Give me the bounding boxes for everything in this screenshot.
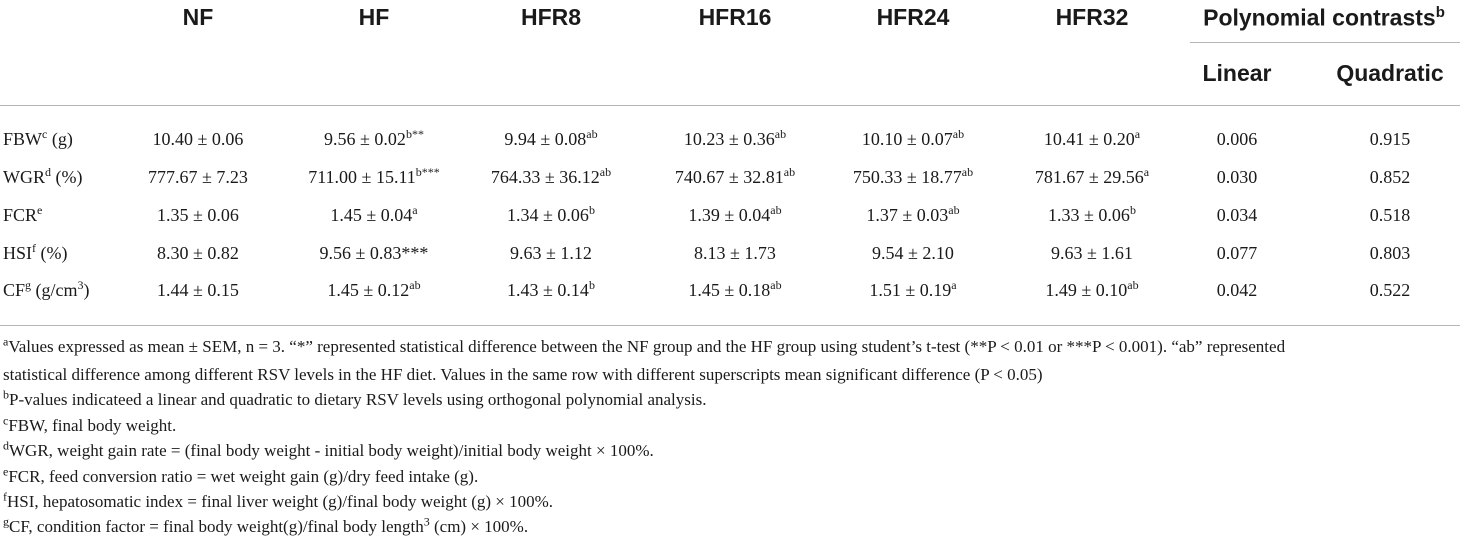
table-cell — [510, 243, 592, 264]
table-cell — [1045, 280, 1138, 301]
table-cell — [1044, 129, 1140, 150]
table-cell — [862, 129, 964, 150]
cell-value: 10.10 ± 0.07 — [861, 129, 953, 149]
cell-value: 1.37 ± 0.03 — [866, 205, 949, 225]
footnote — [3, 387, 707, 410]
cell-superscript: b*** — [415, 165, 440, 179]
cell-value: 9.56 ± 0.02 — [324, 129, 406, 149]
table-cell — [688, 280, 781, 301]
footnote — [3, 464, 479, 487]
cell-value: 9.63 ± 1.61 — [1051, 243, 1133, 263]
row-label-unit-sup: 3 — [77, 278, 84, 292]
row-label-sup: g — [25, 278, 32, 292]
cell-value: 1.49 ± 0.10 — [1045, 280, 1128, 300]
table-cell — [507, 280, 595, 301]
cell-quadratic: 0.518 — [1369, 205, 1411, 225]
footnote-text: FBW, final body weight. — [8, 416, 177, 435]
cell-quadratic: 0.803 — [1369, 243, 1411, 263]
table-cell — [327, 280, 420, 301]
row-label-unit-close: ) — [83, 280, 90, 300]
footnote — [3, 489, 554, 512]
header-divider-polynomial — [1190, 42, 1460, 43]
cell-value: 10.41 ± 0.20 — [1043, 129, 1135, 149]
cell-linear: 0.077 — [1216, 243, 1258, 263]
cell-value: 1.51 ± 0.19 — [869, 280, 952, 300]
table-cell — [1035, 167, 1149, 188]
table-cell — [694, 243, 776, 264]
table-cell — [504, 129, 597, 150]
footnote-marker: g — [3, 514, 9, 529]
row-label-sup: c — [42, 127, 48, 141]
table-cell — [507, 205, 595, 226]
col-header-hfr8: HFR8 — [520, 4, 582, 30]
cell-value: 9.94 ± 0.08 — [504, 129, 587, 149]
footnote — [3, 514, 529, 537]
cell-value: 1.45 ± 0.18 — [688, 280, 771, 300]
row-label-sup: f — [32, 241, 37, 255]
footnote — [3, 334, 1286, 357]
cell-superscript: ab — [770, 278, 782, 292]
cell-value: 764.33 ± 36.12 — [490, 167, 600, 187]
row-label — [3, 205, 42, 226]
col-header-hfr32: HFR32 — [1055, 4, 1129, 30]
table-cell — [872, 243, 954, 264]
footnote-marker: f — [3, 489, 7, 504]
cell-superscript: b** — [405, 127, 424, 141]
cell-superscript: ab — [770, 203, 782, 217]
row-label-sup: d — [45, 165, 51, 179]
cell-value: 1.45 ± 0.04 — [330, 205, 413, 225]
cell-value: 10.40 ± 0.06 — [152, 129, 244, 149]
cell-superscript: ab — [1127, 278, 1139, 292]
cell-superscript: ab — [952, 127, 965, 141]
table-cell — [491, 167, 611, 188]
cell-value: 740.67 ± 32.81 — [674, 167, 784, 187]
footnote-text: HSI, hepatosomatic index = final liver weight (g)/final body weight (g) × 100%. — [7, 492, 554, 511]
table-cell — [853, 167, 973, 188]
row-label-text: FBW — [3, 129, 43, 149]
col-header-quadratic: Quadratic — [1336, 60, 1444, 86]
cell-value: 9.56 ± 0.83*** — [319, 243, 429, 263]
cell-value: 777.67 ± 7.23 — [148, 167, 248, 187]
table-cell — [157, 280, 239, 301]
footnote-text: P-values indicateed a linear and quadratic to dietary RSV levels using orthogonal polynomial analysis. — [9, 390, 707, 409]
footnote-marker: d — [3, 438, 9, 453]
table-cell — [1048, 205, 1136, 226]
cell-value: 8.30 ± 0.82 — [157, 243, 239, 263]
cell-superscript: ab — [599, 165, 612, 179]
cell-value: 1.44 ± 0.15 — [157, 280, 239, 300]
cell-value: 10.23 ± 0.36 — [683, 129, 775, 149]
cell-quadratic: 0.852 — [1369, 167, 1411, 187]
cell-superscript: ab — [948, 203, 960, 217]
row-label-text: FCR — [3, 205, 38, 225]
col-header-hfr16: HFR16 — [698, 4, 772, 30]
cell-value: 9.54 ± 2.10 — [872, 243, 954, 263]
cell-superscript: a — [412, 203, 418, 217]
cell-superscript: a — [1143, 165, 1150, 179]
footnote-marker: b — [3, 387, 9, 402]
footnote-marker: a — [3, 334, 9, 349]
footnote-text: CF, condition factor = final body weight(g)/final body length — [9, 517, 424, 536]
cell-value: 750.33 ± 18.77 — [852, 167, 962, 187]
table-cell — [148, 167, 248, 188]
row-label-sup: e — [37, 203, 43, 217]
row-label-text: HSI — [3, 243, 33, 263]
cell-linear: 0.030 — [1216, 167, 1258, 187]
table-cell — [866, 205, 959, 226]
col-header-hfr24: HFR24 — [876, 4, 950, 30]
cell-quadratic: 0.915 — [1369, 129, 1411, 149]
cell-value: 9.63 ± 1.12 — [510, 243, 592, 263]
cell-superscript: b — [588, 203, 595, 217]
row-label — [3, 129, 73, 150]
footnote-text-tail: (cm) × 100%. — [429, 517, 529, 536]
cell-value: 1.35 ± 0.06 — [157, 205, 239, 225]
footnote — [3, 438, 654, 461]
row-label-text: WGR — [3, 167, 45, 187]
cell-linear: 0.042 — [1216, 280, 1258, 300]
cell-quadratic: 0.522 — [1369, 280, 1411, 300]
row-label — [3, 280, 90, 301]
cell-value: 711.00 ± 15.11 — [308, 167, 416, 187]
table-cell — [308, 167, 440, 188]
table-cell — [153, 129, 244, 150]
col-header-nf: NF — [182, 4, 214, 30]
cell-superscript: ab — [586, 127, 598, 141]
table-cell — [157, 243, 239, 264]
footnote-text: Values expressed as mean ± SEM, n = 3. “*” represented statistical difference between the NF group and the HF group using student’s t-test (**P < 0.01 or ***P < 0.001). “ab” represented — [8, 337, 1286, 356]
footnote-marker: c — [3, 413, 9, 428]
footnote-exponent: 3 — [423, 514, 430, 529]
row-label-text: CF — [3, 280, 26, 300]
row-label-unit: (%) — [51, 167, 83, 187]
row-label — [3, 243, 68, 264]
row-label-unit: (g/cm — [31, 280, 78, 300]
row-label-unit: (%) — [36, 243, 68, 263]
cell-superscript: ab — [783, 165, 796, 179]
table-cell — [675, 167, 795, 188]
cell-superscript: a — [951, 278, 957, 292]
row-label-unit: (g) — [47, 129, 73, 149]
table-cell — [324, 129, 424, 150]
cell-linear: 0.034 — [1216, 205, 1258, 225]
cell-value: 1.33 ± 0.06 — [1048, 205, 1130, 225]
table-cell — [320, 243, 429, 264]
cell-value: 1.45 ± 0.12 — [327, 280, 410, 300]
footnote-text: statistical difference among different RSV levels in the HF diet. Values in the same row with different superscripts mean significant difference (P < 0.05) — [3, 365, 1043, 384]
table-cell — [688, 205, 781, 226]
footnote — [3, 413, 177, 436]
footnote-marker: e — [3, 464, 9, 479]
cell-value: 1.34 ± 0.06 — [507, 205, 589, 225]
table-cell — [330, 205, 417, 226]
footnote-text: WGR, weight gain rate = (final body weight - initial body weight)/initial body weight × 100%. — [9, 441, 654, 460]
table-cell — [684, 129, 786, 150]
cell-superscript: a — [1134, 127, 1141, 141]
cell-value: 781.67 ± 29.56 — [1034, 167, 1144, 187]
col-header-polynomial-contrasts: Polynomial contrasts$^b$ — [1203, 4, 1445, 31]
table-cell — [1051, 243, 1133, 264]
col-header-linear: Linear — [1202, 60, 1272, 86]
table-cell — [869, 280, 956, 301]
cell-superscript: b — [588, 278, 595, 292]
cell-superscript: ab — [409, 278, 421, 292]
cell-linear: 0.006 — [1216, 129, 1258, 149]
header-bottom-rule — [0, 105, 1460, 106]
col-header-hf: HF — [358, 4, 390, 30]
footnote-text: FCR, feed conversion ratio = wet weight gain (g)/dry feed intake (g). — [8, 467, 479, 486]
table-cell — [157, 205, 239, 226]
cell-value: 8.13 ± 1.73 — [694, 243, 776, 263]
table-bottom-rule — [0, 325, 1460, 326]
footnote — [3, 365, 1043, 385]
cell-superscript: ab — [961, 165, 974, 179]
cell-value: 1.39 ± 0.04 — [688, 205, 771, 225]
row-label — [3, 167, 82, 188]
cell-value: 1.43 ± 0.14 — [507, 280, 589, 300]
cell-superscript: b — [1129, 203, 1136, 217]
cell-superscript: ab — [774, 127, 787, 141]
